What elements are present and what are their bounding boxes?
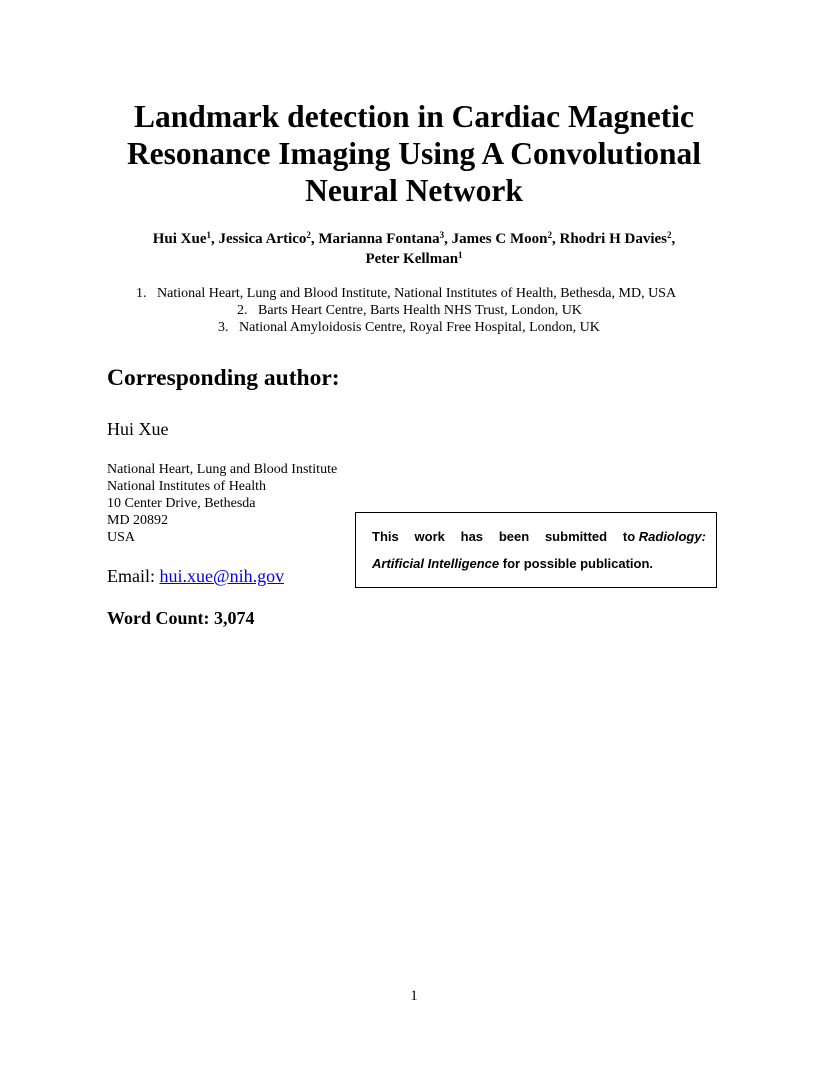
address-line: USA <box>107 530 136 545</box>
author-list <box>110 229 718 269</box>
corresponding-address <box>107 461 337 546</box>
address-line: National Heart, Lung and Blood Institute <box>107 462 338 477</box>
author: Marianna Fontana$^3$, <box>318 230 452 247</box>
author: Jessica Artico$^2$, <box>218 230 319 247</box>
corresponding-heading: Corresponding author: <box>107 365 340 391</box>
author: Rhodri H Davies$^2$, <box>559 230 676 247</box>
author: Peter Kellman$^1$ <box>365 250 463 267</box>
affiliation-2: 2. Barts Heart Centre, Barts Health NHS Trust, London, UK <box>237 303 582 318</box>
affiliation-3: 3. National Amyloidosis Centre, Royal Free Hospital, London, UK <box>218 320 600 335</box>
paper-title <box>80 98 748 209</box>
notice-line-2: Artificial Intelligence for possible publication. <box>372 556 654 571</box>
author: Hui Xue$^1$, <box>152 230 219 247</box>
submission-notice-box <box>355 512 717 588</box>
title-line: Landmark detection in Cardiac Magnetic <box>134 99 694 134</box>
email-link[interactable]: hui.xue@nih.gov <box>159 566 285 586</box>
email-label: Email: <box>107 566 155 586</box>
page-number: 1 <box>410 988 418 1004</box>
word-count: Word Count: 3,074 <box>107 608 255 628</box>
corresponding-name: Hui Xue <box>107 419 169 439</box>
email-line <box>107 565 284 587</box>
author: James C Moon$^2$, <box>451 230 560 247</box>
address-line: National Institutes of Health <box>107 479 267 494</box>
address-line: MD 20892 <box>107 513 169 528</box>
title-line: Neural Network <box>305 173 523 208</box>
address-line: 10 Center Drive, Bethesda <box>107 496 256 511</box>
affiliation-1: 1. National Heart, Lung and Blood Institute, National Institutes of Health, Bethesda, MD, USA <box>136 286 677 301</box>
notice-line-1: This work has been submitted to Radiology: <box>372 529 706 544</box>
title-line: Resonance Imaging Using A Convolutional <box>126 136 702 171</box>
